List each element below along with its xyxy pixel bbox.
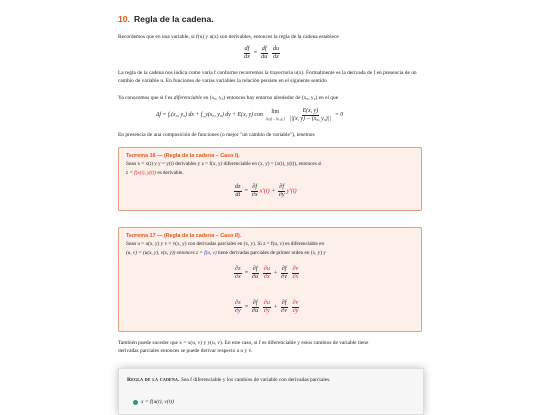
paragraph-2: La regla de la cadena nos indica como varía f conforme recorremos la trayectoria u(x). Formalmente es la derivada de f en presencia de un cambio de variable u. En funciones de varias variables la relación persiste en el siguiente sentido <box>118 70 417 85</box>
theorem-16-equation <box>233 184 297 199</box>
theorem-17-line-2-b: tiene derivadas parciales de primer orden en (x, y) y <box>216 250 326 257</box>
t17a-c-num: ∂f <box>281 265 287 272</box>
section-title: Regla de la cadena. <box>133 14 214 24</box>
paragraph-3-a: Ya conocemos que si f es <box>118 95 174 101</box>
t17b-d-num: ∂v <box>292 299 299 306</box>
eq1-lhs-num: df <box>244 45 250 52</box>
t17a-lhs-num: ∂z <box>235 265 241 272</box>
definition-label: Regla de la cadena. <box>127 377 180 383</box>
t17b-b-num: ∂u <box>263 299 270 306</box>
t17b-c-num: ∂f <box>281 299 287 306</box>
t16-lhs-den: dt <box>235 190 241 198</box>
t17b-equals: = <box>244 303 249 311</box>
t17b-d-den: ∂y <box>292 306 299 314</box>
t16-plus: + <box>271 187 276 195</box>
t17a-c-den: ∂v <box>281 272 288 280</box>
paragraph-3-emphasis: diferenciable <box>173 95 202 101</box>
t17a-b-num: ∂u <box>263 265 270 272</box>
theorem-17-statement <box>126 240 416 258</box>
t17b-c-den: ∂v <box>281 306 288 314</box>
t16-lhs-num: dz <box>235 183 241 190</box>
t17a-d-den: ∂x <box>292 272 299 280</box>
section-heading <box>118 13 214 26</box>
eq1-r2-den: dx <box>273 52 279 60</box>
theorem-16-line-2-b: es derivable. <box>156 170 184 177</box>
theorem-17-title: Teorema 17 — (Regla de la cadena – Caso II). <box>126 233 242 239</box>
eq2-frac-den: ||(x, y) − (x₀, y₀)|| <box>289 115 331 122</box>
equation-differential <box>156 108 343 123</box>
t17a-a-den: ∂u <box>252 272 259 280</box>
t16-t1-tail: x′(t) <box>259 187 270 195</box>
t16-t2-num: ∂f <box>279 183 285 190</box>
paragraph-5-line-2: derivadas parciales entonces se puede derivar respecto a u y v. <box>118 348 253 355</box>
eq2-frac-num: E(x, y) <box>302 108 319 115</box>
t17a-d-num: ∂v <box>292 265 299 272</box>
theorem-17-line-1: Sean u = u(x, y) y v = v(x, y) con derivadas parciales en (x, y). Si z = f(u, v) es diferenciable en <box>126 241 325 247</box>
t17a-a-num: ∂f <box>252 265 258 272</box>
t16-t1-den: ∂x <box>251 190 258 198</box>
t17b-lhs-num: ∂z <box>235 299 241 306</box>
theorem-16-line-2-a: z = <box>126 170 135 177</box>
definition-text <box>127 376 331 384</box>
paragraph-5 <box>118 339 422 356</box>
t17a-b-den: ∂x <box>263 272 270 280</box>
theorem-17-equation-x <box>233 266 300 281</box>
theorem-16-title: Teorema 16 — (Regla de la cadena – Caso I). <box>126 153 240 159</box>
t17b-lhs-den: ∂y <box>235 306 241 314</box>
eq1-equals: = <box>253 49 258 57</box>
eq2-tail: = 0 <box>334 111 344 118</box>
t17a-equals: = <box>244 269 249 277</box>
eq1-r1-num: df <box>261 45 267 52</box>
t17a-plus: + <box>273 269 278 277</box>
t17b-plus: + <box>273 303 278 311</box>
theorem-16-red-term: f(x(t), y(t)) <box>134 170 157 177</box>
definition-formula: x = f(u(t), v(t)) <box>141 399 174 405</box>
eq1-r2-num: du <box>272 45 280 52</box>
paragraph-5-line-1: También puede suceder que x = x(u, v) y y(u, v). En este caso, si f es diferenciable y estos cambios de variable tiene <box>118 340 369 346</box>
eq2-lim: lim <box>271 109 280 115</box>
t17b-a-den: ∂u <box>252 306 259 314</box>
theorem-17-line-2 <box>126 249 416 258</box>
eq2-limit <box>266 108 285 123</box>
equation-chain-rule-1d <box>242 46 281 61</box>
t17b-a-num: ∂f <box>252 299 258 306</box>
t16-t2-den: ∂y <box>278 190 285 198</box>
definition-box <box>118 368 424 415</box>
theorem-16-statement <box>126 160 416 178</box>
paragraph-3 <box>118 94 422 102</box>
theorem-17-equation-y <box>233 300 300 315</box>
paragraph-4: En presencia de una composición de funciones (o mejor "un cambio de variable"), tenemos <box>118 132 315 138</box>
bullet-icon <box>133 400 138 405</box>
eq2-main: Δf = fₓ(x₀, y₀) dx + f_y(x₀, y₀) dy + E(x, y) con <box>156 111 263 118</box>
t16-t2-tail: y′(t) <box>286 187 297 195</box>
theorem-17-line-2-a: (u, v) = (u(x, y), v(x, y)) entonces z = <box>126 250 205 257</box>
eq1-lhs-den: dx <box>244 52 250 60</box>
t17b-b-den: ∂y <box>263 306 270 314</box>
theorem-17-blue-term: f(u, v) <box>204 250 217 257</box>
section-number: 10. <box>118 14 130 24</box>
theorem-16-line-1: Sean x = x(t) y y = y(t) derivables y z = f(x, y) diferenciable en (x, y) = (x(t), y(t)), entonces si <box>126 161 322 167</box>
intro-paragraph: Recordemos que en una variable, si f(u) y u(x) son derivables, entonces la regla de la cadena establece <box>118 34 339 40</box>
theorem-17-box <box>118 227 422 332</box>
t16-equals: = <box>244 187 249 195</box>
t17a-lhs-den: ∂x <box>235 272 241 280</box>
theorem-16-box <box>118 147 422 211</box>
eq1-r1-den: du <box>261 52 268 60</box>
eq2-lim-sub: (x,y)→(x₀,y₀) <box>265 116 285 121</box>
definition-body: Sea f diferenciable y los cambios de variable con derivadas parciales. <box>179 377 331 383</box>
paragraph-3-b: en (x₀, y₀) entonces hay entorno alrededor de (x₀, y₀) en el que <box>202 95 339 101</box>
theorem-16-line-2 <box>126 169 416 178</box>
t16-t1-num: ∂f <box>252 183 258 190</box>
